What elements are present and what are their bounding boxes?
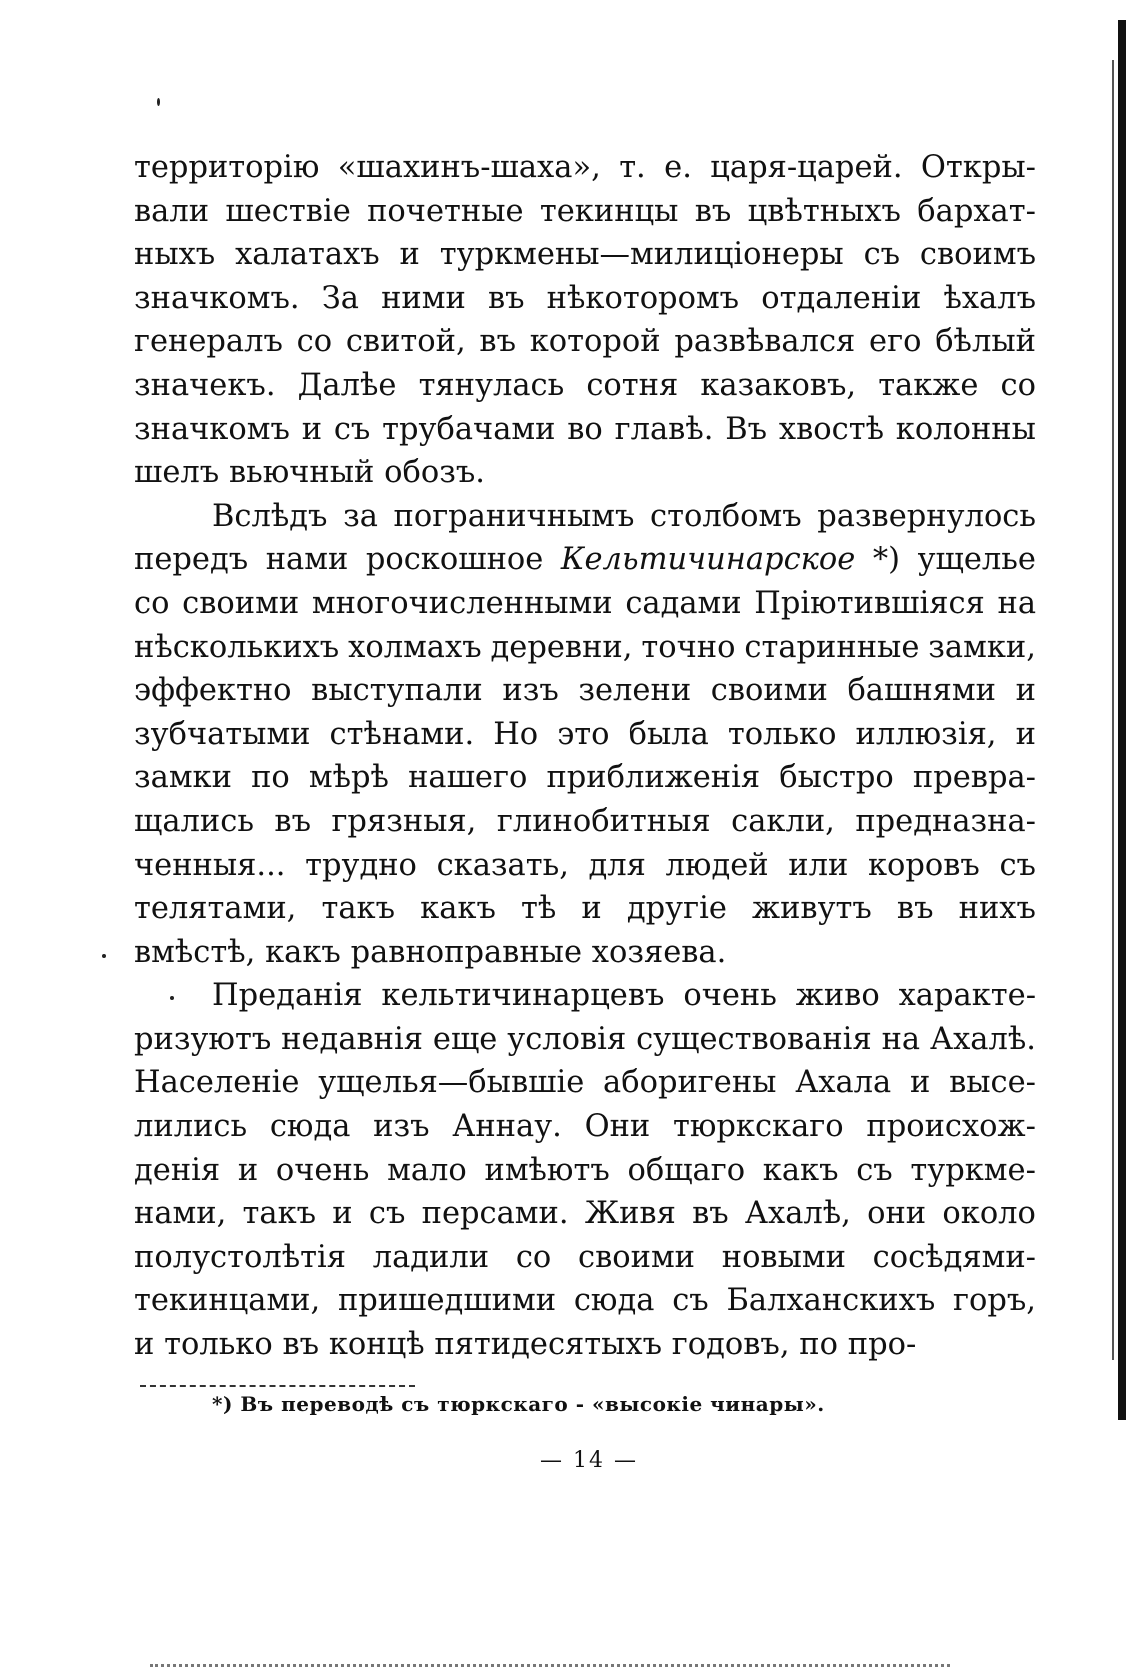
scan-edge-line bbox=[1112, 60, 1114, 1360]
word: выступали bbox=[311, 673, 483, 709]
word: иллюзія, bbox=[855, 716, 997, 752]
word: про- bbox=[847, 1327, 917, 1363]
word: во bbox=[567, 411, 603, 447]
word: на bbox=[997, 585, 1036, 621]
word: «шахинъ-шаха», bbox=[337, 150, 601, 185]
word: съ bbox=[368, 1196, 406, 1232]
text-line bbox=[134, 800, 1036, 844]
word: Они bbox=[584, 1109, 651, 1145]
word: въ bbox=[282, 1327, 320, 1363]
word: нѣсколькихъ bbox=[134, 629, 340, 665]
word: имѣютъ bbox=[484, 1152, 610, 1188]
word: и bbox=[581, 891, 602, 927]
word: старинные bbox=[744, 629, 920, 665]
word: приближенія bbox=[546, 760, 761, 796]
word: значкомъ. bbox=[134, 280, 300, 316]
word: обозъ. bbox=[384, 455, 485, 491]
word: равноправные bbox=[350, 934, 582, 970]
word: новыми bbox=[721, 1239, 846, 1275]
word: по bbox=[251, 760, 290, 796]
word: бѣлый bbox=[935, 324, 1036, 360]
word: персами. bbox=[421, 1196, 569, 1232]
word: Откры- bbox=[920, 150, 1036, 185]
word: телятами, bbox=[134, 891, 297, 927]
word: предназна- bbox=[855, 803, 1036, 839]
word: сосѣдями- bbox=[872, 1239, 1036, 1275]
word: и bbox=[399, 237, 420, 273]
word: ѣхалъ bbox=[943, 280, 1036, 316]
word: Ахала bbox=[795, 1065, 892, 1101]
word: нихъ bbox=[958, 891, 1036, 927]
word: общаго bbox=[627, 1152, 746, 1188]
word: ченныя... bbox=[134, 847, 286, 883]
word: такъ bbox=[321, 891, 396, 927]
word: въ bbox=[692, 1196, 729, 1232]
text-line bbox=[134, 844, 1036, 888]
word: ладили bbox=[372, 1239, 490, 1275]
word: зубчатыми bbox=[134, 716, 311, 752]
word: своими bbox=[182, 585, 300, 621]
word: на bbox=[881, 1021, 921, 1057]
word: и bbox=[909, 1065, 931, 1101]
text-line bbox=[134, 713, 1036, 757]
word: въ bbox=[487, 280, 525, 316]
word: и bbox=[1015, 716, 1036, 752]
word: туркмены—милиціонеры bbox=[439, 237, 844, 273]
word: условія bbox=[507, 1021, 627, 1057]
word: грязныя, bbox=[331, 803, 477, 839]
word: холмахъ bbox=[348, 629, 482, 665]
word: и bbox=[301, 411, 323, 447]
word: деревни, bbox=[490, 629, 633, 665]
word: какъ bbox=[420, 891, 496, 927]
word: сказать, bbox=[436, 847, 569, 883]
word: За bbox=[321, 280, 359, 316]
word: по bbox=[799, 1327, 838, 1363]
word: тюркскаго bbox=[672, 1109, 844, 1145]
word: людей bbox=[665, 847, 769, 883]
text-line bbox=[134, 190, 1036, 234]
word: своими bbox=[578, 1239, 695, 1275]
word: полустолѣтія bbox=[134, 1239, 346, 1275]
word: замки, bbox=[928, 629, 1036, 665]
word: изъ bbox=[373, 1109, 430, 1145]
word: роскошное bbox=[365, 542, 544, 578]
word: трубачами bbox=[382, 411, 556, 447]
text-line bbox=[134, 1323, 1036, 1367]
word: шелъ bbox=[134, 455, 220, 491]
word: *) bbox=[872, 542, 900, 578]
word: коровъ bbox=[867, 847, 980, 883]
text-line bbox=[134, 1149, 1036, 1193]
word: существованія bbox=[636, 1021, 872, 1057]
word: въ bbox=[896, 891, 934, 927]
word: Въ bbox=[725, 411, 768, 447]
text-line bbox=[134, 277, 1036, 321]
footnote: *) Въ переводѣ съ тюркскаго - «высокіе чинары». bbox=[212, 1392, 825, 1416]
word: значкомъ bbox=[134, 411, 290, 447]
text-line bbox=[134, 233, 1036, 277]
word: въ bbox=[694, 193, 732, 229]
text-line bbox=[134, 408, 1036, 452]
text-line bbox=[134, 887, 1036, 931]
word: передъ bbox=[134, 542, 249, 578]
text-line bbox=[134, 1236, 1036, 1280]
word: ныхъ bbox=[134, 237, 216, 273]
word: точно bbox=[641, 629, 736, 665]
scan-bottom-noise bbox=[150, 1664, 950, 1670]
word: тянулась bbox=[418, 367, 565, 403]
word: только bbox=[164, 1327, 273, 1363]
word: вали bbox=[134, 193, 210, 229]
word: Ахалѣ. bbox=[929, 1021, 1036, 1057]
text-line bbox=[134, 756, 1036, 800]
word: эффектно bbox=[134, 673, 292, 709]
word: Вслѣдъ bbox=[212, 498, 328, 534]
word: трудно bbox=[305, 847, 417, 883]
word: годовъ, bbox=[671, 1327, 790, 1363]
word: башнями bbox=[847, 673, 996, 709]
word: т. bbox=[619, 150, 646, 185]
word: живутъ bbox=[752, 891, 872, 927]
text-line bbox=[134, 146, 1036, 190]
word: превра- bbox=[912, 760, 1036, 796]
word: Преданія bbox=[212, 978, 363, 1014]
word: своимъ bbox=[919, 237, 1036, 273]
word: со bbox=[134, 585, 170, 621]
word: нами, bbox=[134, 1196, 227, 1232]
word: и bbox=[134, 1327, 155, 1363]
word: значекъ. bbox=[134, 367, 276, 403]
word: ризуютъ bbox=[134, 1021, 272, 1057]
word: сакли, bbox=[731, 803, 835, 839]
word: Аннау. bbox=[452, 1109, 562, 1145]
word: генералъ bbox=[134, 324, 283, 360]
word: вмѣстѣ, bbox=[134, 934, 256, 970]
word: туркме- bbox=[910, 1152, 1036, 1188]
word: ущелье bbox=[917, 542, 1036, 578]
text-line bbox=[134, 495, 1036, 539]
page-number: — 14 — bbox=[540, 1448, 638, 1473]
text-line bbox=[134, 1061, 1036, 1105]
word: еще bbox=[432, 1021, 498, 1057]
word: аборигены bbox=[603, 1065, 777, 1101]
word: ними bbox=[381, 280, 466, 316]
word: главѣ. bbox=[614, 411, 714, 447]
word: зелени bbox=[578, 673, 692, 709]
word: столбомъ bbox=[650, 498, 802, 534]
word: его bbox=[869, 324, 922, 360]
text-line bbox=[134, 669, 1036, 713]
text-line bbox=[134, 931, 1036, 975]
text-line bbox=[134, 582, 1036, 626]
word: развѣвался bbox=[674, 324, 856, 360]
word: свитой, bbox=[345, 324, 466, 360]
word: ущелья—бывшіе bbox=[318, 1065, 585, 1101]
word: концѣ bbox=[328, 1327, 425, 1363]
word: какъ bbox=[762, 1152, 839, 1188]
word: многочисленными bbox=[311, 585, 613, 621]
word: замки bbox=[134, 760, 232, 796]
word: Кельтичинарское bbox=[560, 542, 856, 578]
scan-edge-shadow bbox=[1118, 20, 1126, 1420]
word: была bbox=[628, 716, 709, 752]
text-line bbox=[134, 538, 1036, 582]
word: пришедшими bbox=[337, 1283, 557, 1319]
word: вьючный bbox=[228, 455, 375, 491]
word: своими bbox=[710, 673, 828, 709]
word: характе- bbox=[898, 978, 1036, 1014]
word: для bbox=[588, 847, 646, 883]
word: со bbox=[1000, 367, 1036, 403]
word: очень bbox=[275, 1152, 370, 1188]
word: недавнія bbox=[281, 1021, 423, 1057]
word: въ bbox=[274, 803, 311, 839]
word: въ bbox=[479, 324, 516, 360]
word: съ bbox=[333, 411, 371, 447]
word: изъ bbox=[502, 673, 559, 709]
word: и bbox=[332, 1196, 353, 1232]
word: также bbox=[878, 367, 979, 403]
text-line bbox=[134, 1192, 1036, 1236]
word: Балханскихъ bbox=[726, 1283, 936, 1319]
word: со bbox=[515, 1239, 552, 1275]
text-line bbox=[134, 364, 1036, 408]
text-line bbox=[134, 1279, 1036, 1323]
word: денія bbox=[134, 1152, 221, 1188]
word: е. bbox=[664, 150, 692, 185]
word: сюда bbox=[573, 1283, 655, 1319]
word: и bbox=[237, 1152, 259, 1188]
word: лились bbox=[134, 1109, 248, 1145]
word: глинобитныя bbox=[496, 803, 711, 839]
text-line bbox=[134, 1105, 1036, 1149]
word: колонны bbox=[895, 411, 1036, 447]
word: такъ bbox=[242, 1196, 317, 1232]
word: садами bbox=[625, 585, 742, 621]
footnote-separator bbox=[140, 1385, 415, 1387]
word: мѣрѣ bbox=[308, 760, 389, 796]
word: около bbox=[942, 1196, 1036, 1232]
word: сюда bbox=[269, 1109, 351, 1145]
word: щались bbox=[134, 803, 254, 839]
text-line bbox=[134, 451, 1036, 495]
word: они bbox=[867, 1196, 927, 1232]
word: кельтичинарцевъ bbox=[381, 978, 665, 1014]
word: почетные bbox=[367, 193, 524, 229]
word: сотня bbox=[586, 367, 679, 403]
word: бархат- bbox=[917, 193, 1036, 229]
word: очень bbox=[683, 978, 777, 1014]
word: Пріютившіяся bbox=[754, 585, 985, 621]
word: тѣ bbox=[520, 891, 557, 927]
word: Живя bbox=[584, 1196, 676, 1232]
word: цвѣтныхъ bbox=[747, 193, 901, 229]
word: горъ, bbox=[953, 1283, 1036, 1319]
word: которой bbox=[529, 324, 661, 360]
word: нѣкоторомъ bbox=[546, 280, 740, 316]
word: нами bbox=[265, 542, 349, 578]
word: стѣнами. bbox=[329, 716, 475, 752]
word: Но bbox=[493, 716, 539, 752]
word: съ bbox=[999, 847, 1036, 883]
text-line bbox=[134, 320, 1036, 364]
word: живо bbox=[795, 978, 880, 1014]
word: Ахалѣ, bbox=[744, 1196, 851, 1232]
word: мало bbox=[387, 1152, 467, 1188]
word: за bbox=[343, 498, 378, 534]
word: текинцы bbox=[539, 193, 679, 229]
word: это bbox=[557, 716, 610, 752]
word: и bbox=[1015, 673, 1036, 709]
text-line bbox=[134, 626, 1036, 670]
word: другіе bbox=[626, 891, 727, 927]
word: съ bbox=[863, 237, 901, 273]
word: развернулось bbox=[817, 498, 1036, 534]
word: только bbox=[727, 716, 837, 752]
scan-speck bbox=[157, 98, 160, 106]
word: пятидесятыхъ bbox=[434, 1327, 663, 1363]
word: высе- bbox=[949, 1065, 1036, 1101]
word: съ bbox=[856, 1152, 893, 1188]
text-line bbox=[134, 1018, 1036, 1062]
word: Далѣе bbox=[297, 367, 397, 403]
word: текинцами, bbox=[134, 1283, 321, 1319]
word: отдаленіи bbox=[761, 280, 922, 316]
word: халатахъ bbox=[235, 237, 380, 273]
word: Населеніе bbox=[134, 1065, 300, 1101]
scan-speck bbox=[102, 954, 106, 958]
body-text bbox=[134, 146, 1036, 1367]
word: происхож- bbox=[866, 1109, 1036, 1145]
word: пограничнымъ bbox=[393, 498, 635, 534]
word: территорію bbox=[134, 150, 320, 185]
word: казаковъ, bbox=[700, 367, 857, 403]
word: хвостѣ bbox=[778, 411, 884, 447]
word: какъ bbox=[265, 934, 341, 970]
word: со bbox=[296, 324, 333, 360]
word: шествіе bbox=[225, 193, 351, 229]
word: хозяева. bbox=[591, 934, 727, 970]
text-line bbox=[134, 974, 1036, 1018]
word: или bbox=[788, 847, 849, 883]
word: съ bbox=[672, 1283, 709, 1319]
word: царя-царей. bbox=[710, 150, 903, 185]
word: быстро bbox=[779, 760, 894, 796]
word: нашего bbox=[408, 760, 528, 796]
